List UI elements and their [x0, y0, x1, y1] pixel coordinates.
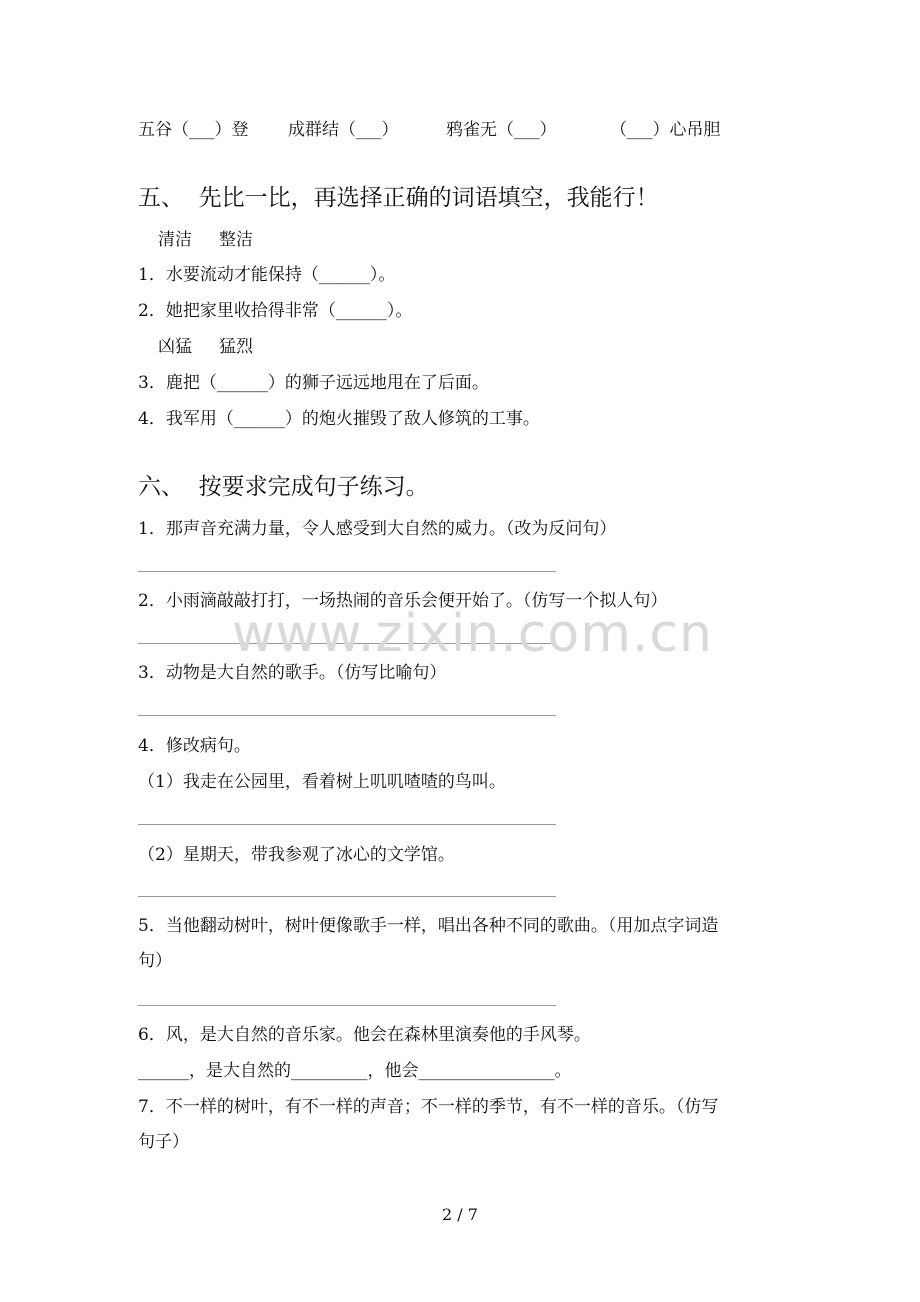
- section-6-question-4a: （1）我走在公园里，看着树上叽叽喳喳的鸟叫。: [138, 772, 506, 792]
- idiom-item-3: 鸦雀无（___）: [446, 120, 557, 140]
- answer-line-4a: [138, 824, 556, 825]
- section-6-question-4: 4．修改病句。: [138, 736, 251, 756]
- idiom-item-4: （___）心吊胆: [610, 120, 721, 140]
- word-pair-2: 凶猛 猛烈: [158, 337, 254, 357]
- section-6-question-5-line-1: 5．当他翻动树叶，树叶便像歌手一样，唱出各种不同的歌曲。（用加点字词造: [138, 916, 719, 936]
- answer-line-1: [138, 571, 556, 572]
- section-6-question-7-line-1: 7．不一样的树叶，有不一样的声音；不一样的季节，有不一样的音乐。（仿写: [138, 1097, 719, 1117]
- section-5-question-4: 4．我军用（______）的炮火摧毁了敌人修筑的工事。: [138, 409, 540, 429]
- section-5-question-3: 3．鹿把（______）的狮子远远地甩在了后面。: [138, 373, 489, 393]
- section-5-question-1: 1．水要流动才能保持（______）。: [138, 265, 396, 285]
- idiom-item-1: 五谷（___）登: [138, 120, 249, 140]
- section-6-question-5-line-2: 句）: [138, 951, 172, 971]
- answer-line-4b: [138, 896, 556, 897]
- section-6-title: 六、 按要求完成句子练习。: [138, 474, 429, 500]
- answer-line-5: [138, 1005, 556, 1006]
- word-pair-1: 清洁 整洁: [158, 230, 254, 250]
- answer-line-3: [138, 715, 556, 716]
- section-6-question-4b: （2）星期天，带我参观了冰心的文学馆。: [138, 845, 455, 865]
- section-6-question-3: 3．动物是大自然的歌手。（仿写比喻句）: [138, 663, 447, 683]
- section-6-question-6-fill: ______，是大自然的_________，他会________________。: [138, 1061, 572, 1081]
- section-6-question-2: 2．小雨滴敲敲打打，一场热闹的音乐会便开始了。（仿写一个拟人句）: [138, 591, 668, 611]
- section-6-question-1: 1．那声音充满力量，令人感受到大自然的威力。（改为反问句）: [138, 519, 617, 539]
- watermark: www.zixin.com.cn: [232, 604, 713, 664]
- section-6-question-6: 6．风，是大自然的音乐家。他会在森林里演奏他的手风琴。: [138, 1025, 591, 1045]
- section-6-question-7-line-2: 句子）: [138, 1132, 189, 1152]
- section-5-title: 五、 先比一比，再选择正确的词语填空，我能行！: [138, 185, 659, 211]
- section-5-question-2: 2．她把家里收拾得非常（______）。: [138, 301, 413, 321]
- page-number: 2 / 7: [442, 1205, 478, 1224]
- idiom-item-2: 成群结（___）: [288, 120, 399, 140]
